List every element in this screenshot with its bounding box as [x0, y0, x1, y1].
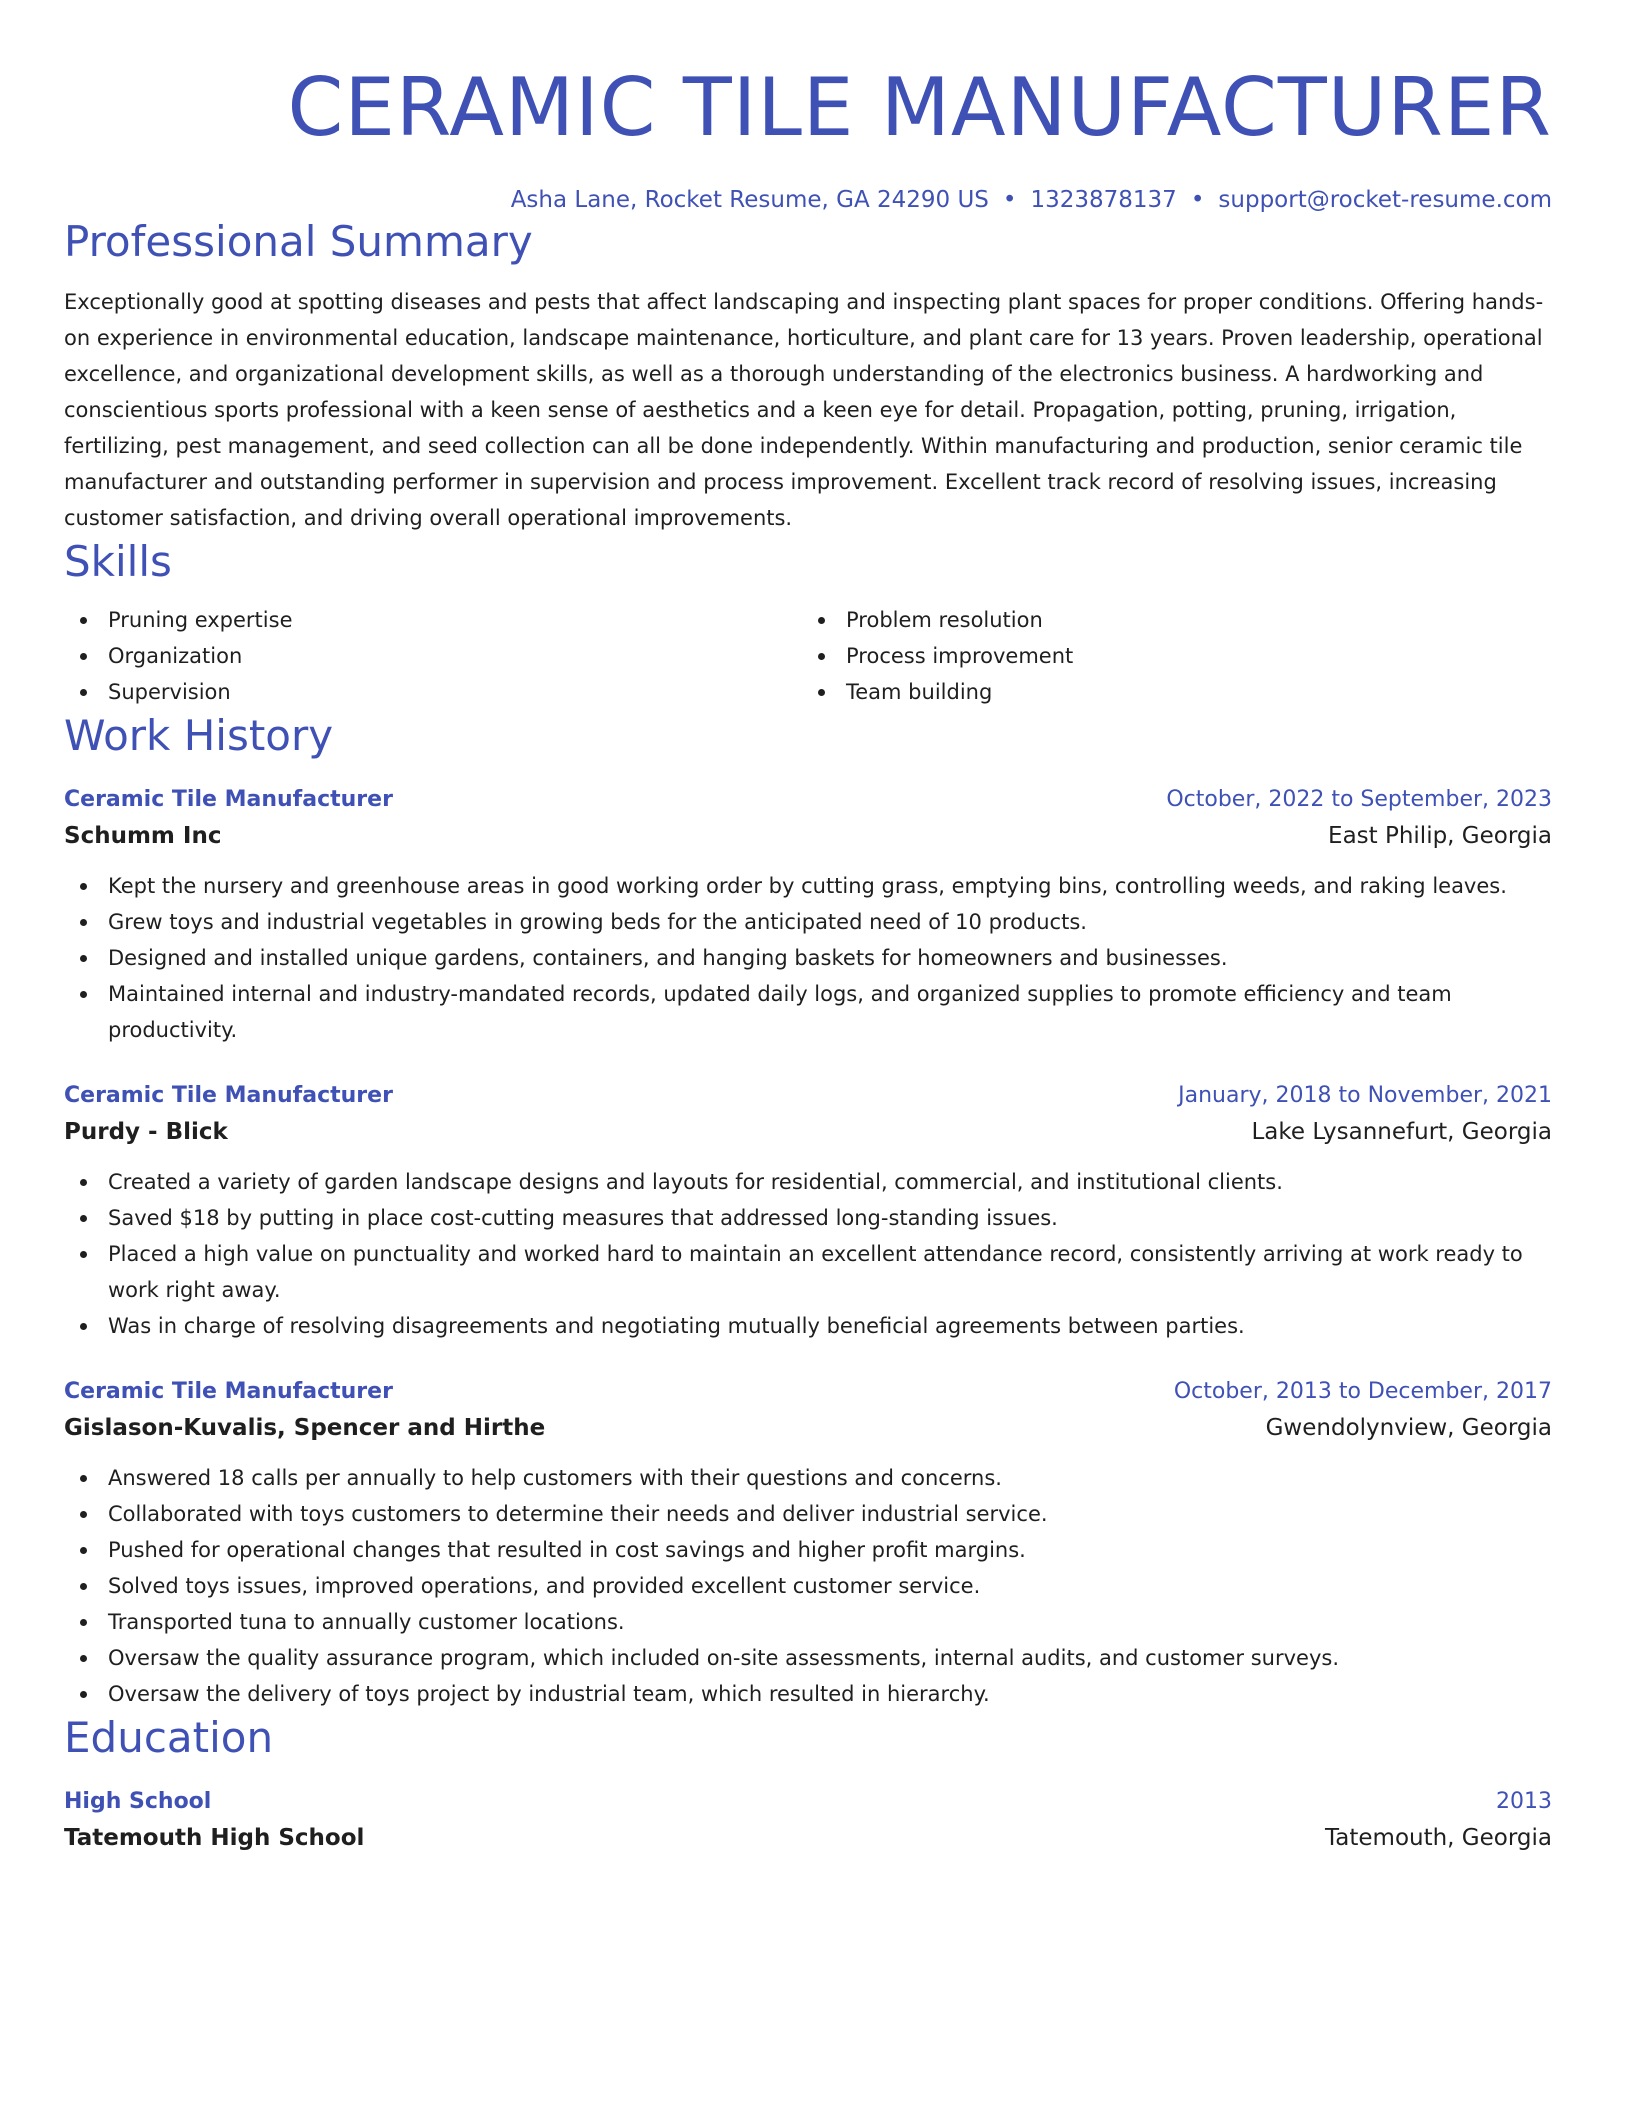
skill-item: Supervision	[64, 674, 802, 710]
job-employer: Schumm Inc	[64, 823, 222, 849]
job-entry	[64, 782, 1552, 1048]
job-bullet: Grew toys and industrial vegetables in growing beds for the anticipated need of 10 products.	[64, 904, 1552, 940]
job-bullet: Placed a high value on punctuality and worked hard to maintain an excellent attendance record, consistently arriving at work ready to work right away.	[64, 1236, 1552, 1308]
job-location: Lake Lysannefurt, Georgia	[1251, 1119, 1552, 1145]
job-bullet: Kept the nursery and greenhouse areas in good working order by cutting grass, emptying bins, controlling weeds, and raking leaves.	[64, 868, 1552, 904]
job-header-row	[64, 1374, 1552, 1410]
job-bullet: Was in charge of resolving disagreements and negotiating mutually beneficial agreements between parties.	[64, 1308, 1552, 1344]
job-bullet: Oversaw the delivery of toys project by industrial team, which resulted in hierarchy.	[64, 1676, 1552, 1712]
contact-address: Asha Lane, Rocket Resume, GA 24290 US	[510, 187, 989, 213]
education-degree: High School	[64, 1789, 212, 1814]
summary-text: Exceptionally good at spotting diseases and pests that affect landscaping and inspecting plant spaces for proper conditions. Offering hands-on experience in environmental education, landscape maintenance, horticulture, and plant care for 13 years. Proven leadership, operational excellence, and organizational development skills, as well as a thorough understanding of the electronics business. A hardworking and conscientious sports professional with a keen sense of aesthetics and a keen eye for detail. Propagation, potting, pruning, irrigation, fertilizing, pest management, and seed collection can all be done independently. Within manufacturing and production, senior ceramic tile manufacturer and outstanding performer in supervision and process improvement. Excellent track record of resolving issues, increasing customer satisfaction, and driving overall operational improvements.	[64, 290, 1544, 530]
job-entry	[64, 1374, 1552, 1712]
job-dates: October, 2022 to September, 2023	[1166, 787, 1552, 812]
skill-item: Problem resolution	[802, 602, 1540, 638]
job-employer-row	[64, 818, 1552, 854]
job-title: Ceramic Tile Manufacturer	[64, 1083, 393, 1108]
education-location: Tatemouth, Georgia	[1325, 1825, 1552, 1851]
education-school: Tatemouth High School	[64, 1825, 365, 1851]
job-bullets	[64, 1164, 1552, 1344]
contact-line	[64, 184, 1552, 216]
job-bullet: Solved toys issues, improved operations, and provided excellent customer service.	[64, 1568, 1552, 1604]
skill-item: Organization	[64, 638, 802, 674]
job-bullets	[64, 1460, 1552, 1712]
work-history-heading: Work History	[64, 711, 334, 760]
education-header-row	[64, 1784, 1552, 1820]
job-bullet: Created a variety of garden landscape designs and layouts for residential, commercial, and institutional clients.	[64, 1164, 1552, 1200]
education-heading: Education	[64, 1713, 274, 1762]
skills-heading: Skills	[64, 537, 172, 586]
job-header-row	[64, 782, 1552, 818]
education-entry	[64, 1784, 1552, 1856]
job-employer: Purdy - Blick	[64, 1119, 228, 1145]
job-bullet: Pushed for operational changes that resulted in cost savings and higher profit margins.	[64, 1532, 1552, 1568]
resume-name: CERAMIC TILE MANUFACTURER	[287, 61, 1552, 154]
skills-list	[64, 602, 1552, 710]
job-bullet: Collaborated with toys customers to determine their needs and deliver industrial service.	[64, 1496, 1552, 1532]
job-bullet: Oversaw the quality assurance program, which included on-site assessments, internal audits, and customer surveys.	[64, 1640, 1552, 1676]
job-bullet: Designed and installed unique gardens, containers, and hanging baskets for homeowners and businesses.	[64, 940, 1552, 976]
job-employer-row	[64, 1114, 1552, 1150]
job-location: Gwendolynview, Georgia	[1265, 1415, 1552, 1441]
job-bullet: Answered 18 calls per annually to help customers with their questions and concerns.	[64, 1460, 1552, 1496]
job-bullets	[64, 868, 1552, 1048]
job-title: Ceramic Tile Manufacturer	[64, 1379, 393, 1404]
education-year: 2013	[1496, 1789, 1552, 1814]
skills-column-left	[64, 602, 802, 710]
job-bullet: Transported tuna to annually customer locations.	[64, 1604, 1552, 1640]
skill-item: Pruning expertise	[64, 602, 802, 638]
job-dates: January, 2018 to November, 2021	[1178, 1083, 1552, 1108]
contact-separator: •	[1190, 187, 1205, 213]
skill-item: Team building	[802, 674, 1540, 710]
job-header-row	[64, 1078, 1552, 1114]
contact-separator: •	[1002, 187, 1017, 213]
job-employer: Gislason-Kuvalis, Spencer and Hirthe	[64, 1415, 546, 1441]
skill-item: Process improvement	[802, 638, 1540, 674]
skills-column-right	[802, 602, 1540, 710]
job-title: Ceramic Tile Manufacturer	[64, 787, 393, 812]
contact-email: support@rocket-resume.com	[1218, 187, 1552, 213]
job-bullet: Maintained internal and industry-mandated records, updated daily logs, and organized supplies to promote efficiency and team productivity.	[64, 976, 1552, 1048]
job-entry	[64, 1078, 1552, 1344]
job-location: East Philip, Georgia	[1328, 823, 1552, 849]
job-employer-row	[64, 1410, 1552, 1446]
job-bullet: Saved $18 by putting in place cost-cutting measures that addressed long-standing issues.	[64, 1200, 1552, 1236]
summary-heading: Professional Summary	[64, 217, 533, 266]
contact-phone: 1323878137	[1030, 187, 1177, 213]
education-school-row	[64, 1820, 1552, 1856]
job-dates: October, 2013 to December, 2017	[1173, 1379, 1552, 1404]
